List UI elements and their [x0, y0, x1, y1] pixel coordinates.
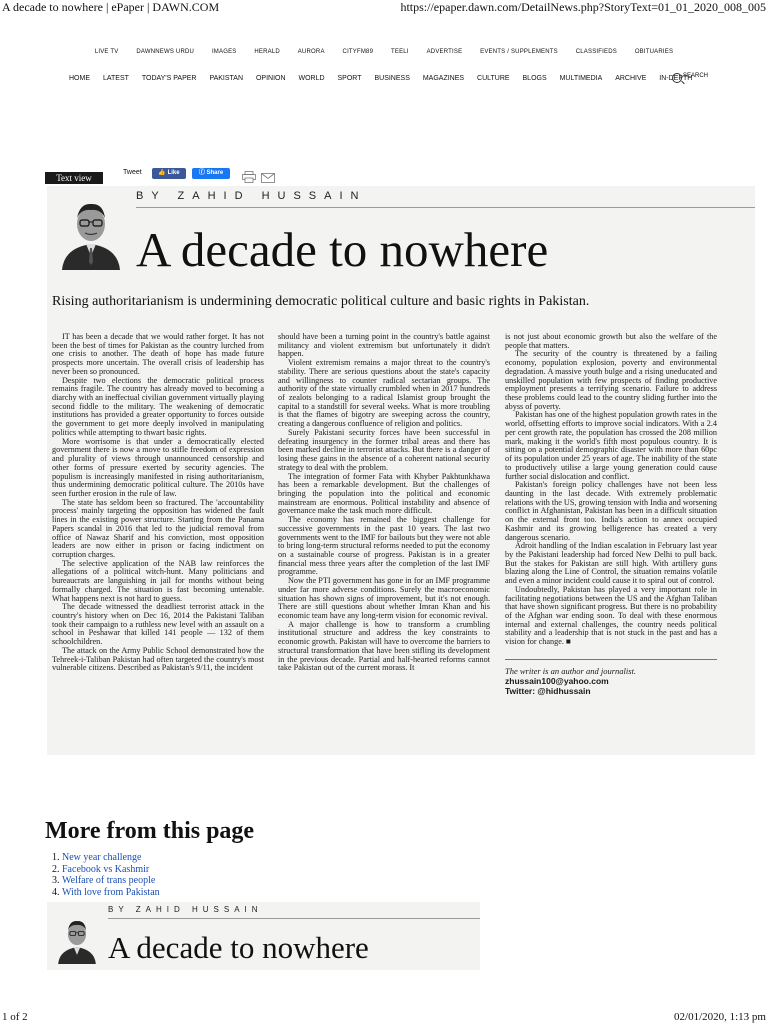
email-icon[interactable] — [261, 171, 275, 183]
thumbs-up-icon: 👍 — [158, 170, 166, 176]
main-nav-item[interactable]: ARCHIVE — [615, 75, 647, 82]
top-nav-item[interactable]: TEELI — [391, 49, 409, 55]
print-page-title: A decade to nowhere | ePaper | DAWN.COM — [2, 0, 220, 14]
related-link[interactable]: Welfare of trans people — [62, 875, 156, 886]
top-nav-item[interactable]: EVENTS / SUPPLEMENTS — [480, 49, 558, 55]
paragraph: Pakistan's foreign policy challenges have not been less daunting in the last decade. With extremely problematic relations with the US, growing tension with India and worsening conflict in Afghanistan, Pakistan has been in a difficult situation on the external front too. India's action to annex occupied Kashmir and its growing belligerence has created a very dangerous scenario. — [505, 480, 717, 542]
print-url: https://epaper.dawn.com/DetailNews.php?StoryText=01_01_2020_008_005 — [400, 0, 766, 14]
article-column-2 — [278, 333, 490, 673]
top-nav-item[interactable]: CITYFM89 — [342, 49, 374, 55]
paragraph: Despite two elections the democratic political process remains fragile. The country has already moved to becoming a diarchy with an ineffectual civilian government virtually playing second fiddle to the military. The weakening of democratic institutions has provided a greater opportunity to forces outside the government to get more deeply involved in manipulating politics while attempting to thwart basic rights. — [52, 375, 264, 437]
main-nav-items — [69, 75, 703, 82]
article-subhead: Rising authoritarianism is undermining democratic political culture and basic rights in Pakistan. — [52, 294, 590, 309]
paragraph: The selective application of the NAB law reinforces the allegations of a political witch-hunt. Many politicians and bureaucrats are languishing in jail for months without being formally charged. The situation is fast becoming untenable. What happens next is not hard to guess. — [52, 558, 264, 603]
main-nav-item[interactable]: IN-DEPTH — [659, 75, 693, 82]
main-nav-item[interactable]: BLOGS — [522, 75, 547, 82]
list-item — [62, 887, 160, 899]
thumbnail-author-portrait — [54, 912, 100, 964]
facebook-share-button[interactable] — [192, 168, 230, 179]
text-view-button[interactable]: Text view — [45, 172, 103, 184]
search-icon[interactable] — [672, 73, 682, 83]
top-nav-item[interactable]: IMAGES — [211, 49, 237, 55]
share-label: Share — [206, 170, 224, 176]
main-nav-item[interactable]: PAKISTAN — [209, 75, 244, 82]
print-datetime: 02/01/2020, 1:13 pm — [674, 1011, 766, 1023]
main-nav-item[interactable]: TODAY'S PAPER — [141, 75, 197, 82]
paragraph: A major challenge is how to transform a crumbling institutional structure and address the key constraints to economic growth. Pakistan will have to overcome the barriers to structural transformation that have been stifling its development in the previous decade. Partial and half-hearted reforms cannot take Pakistan out of the current morass. It — [278, 619, 490, 673]
paragraph: Now the PTI government has gone in for an IMF programme under far more adverse conditions. Surely the macroeconomic situation has shown signs of improvement, but it's not enough. There are still questions about whether Imran Khan and his economic team have any long-term vision for economic revival. — [278, 576, 490, 620]
author-email: zhussain100@yahoo.com — [505, 675, 609, 686]
article-headline: A decade to nowhere — [136, 222, 549, 277]
list-item — [62, 864, 160, 876]
list-item — [62, 852, 160, 864]
tweet-button[interactable]: Tweet — [123, 169, 142, 176]
paragraph: The decade witnessed the deadliest terrorist attack in the country's history when on Dec 16, 2014 the Pakistani Taliban took their campaign to a ruthless new level with an assault on a school in Peshawar that killed 141 people — 132 of them schoolchildren. — [52, 602, 264, 647]
paragraph: Adroit handling of the Indian escalation in February last year by the Pakistani leadership had forced New Delhi to pull back. But the stakes for Pakistan are still high. With artillery guns blazing along the Line of Control, the situation remains volatile and even a minor incident could cause it to spiral out of control. — [505, 541, 717, 586]
paragraph: Surely Pakistani security forces have been successful in defeating insurgency in the former tribal areas and there has been marked decline in terrorist attacks. But there is a danger of losing these gains in the absence of a coherent national security strategy to deal with the problem. — [278, 427, 490, 472]
related-link[interactable]: New year challenge — [62, 852, 142, 863]
more-from-page-list — [45, 852, 160, 898]
paragraph: The attack on the Army Public School demonstrated how the Tehreek-i-Taliban Pakistan had often targeted the country's most vulnerable citizens. Described as Pakistan's 9/11, the incident — [52, 645, 264, 673]
thumbnail-byline: BY ZAHID HUSSAIN — [108, 905, 263, 914]
article-column-3 — [505, 333, 717, 696]
print-header — [0, 0, 768, 14]
top-nav-item[interactable]: CLASSIFIEDS — [575, 49, 617, 55]
main-nav-item[interactable]: WORLD — [298, 75, 325, 82]
paragraph: IT has been a decade that we would rather forget. It has not been the best of times for Pakistan as the country lurched from one crisis to another. The death of hope has made future prospects more uncertain. The overall crisis of leadership has never been so pronounced. — [52, 332, 264, 376]
related-link[interactable]: With love from Pakistan — [62, 886, 160, 898]
thumbnail-headline: A decade to nowhere — [108, 930, 369, 965]
top-nav-item[interactable]: AURORA — [297, 49, 325, 55]
top-nav-item[interactable]: DAWNNEWS URDU — [136, 49, 195, 55]
top-nav-item[interactable]: HERALD — [254, 49, 280, 55]
like-label: Like — [167, 170, 180, 176]
main-nav-item[interactable]: MULTIMEDIA — [559, 75, 603, 82]
main-nav-item[interactable]: MAGAZINES — [422, 75, 465, 82]
more-from-page-title: More from this page — [45, 818, 255, 844]
facebook-like-button[interactable] — [152, 168, 186, 179]
paragraph: is not just about economic growth but also the welfare of the people that matters. — [505, 332, 717, 350]
paragraph: The state has seldom been so fractured. The 'accountability process' mainly targeting the opposition has widened the fault lines in the existing power structure. Starting from the Panama Papers scandal in 2016 that led to the judicial removal from office of Nawaz Sharif and his conviction, most opposition leaders are now either in prison or facing indictment on corruption charges. — [52, 497, 264, 559]
paragraph: Pakistan has one of the highest population growth rates in the world, offsetting efforts to improve social indicators. With a 2.4 per cent growth rate, the population has crossed the 208 million mark, making it the world's fifth most populous country. It is sitting on a potential demographic disaster with more than 60pc of its population under 25 years of age. The inability of the state to productively utilise a large young generation could cause further social dislocation and conflict. — [505, 410, 717, 481]
author-note-rule — [505, 659, 717, 660]
paragraph: Undoubtedly, Pakistan has played a very important role in facilitating negotiations between the US and the Afghan Taliban that have shown significant progress. But there is no probability of the Afghan war ending soon. To deal with these enormous internal and external challenges, the country needs political stability and a leadership that is not stuck in the past and has a vision for change. ■ — [505, 584, 717, 647]
print-page-count: 1 of 2 — [2, 1011, 28, 1023]
main-nav-item[interactable]: SPORT — [337, 75, 362, 82]
top-nav-item[interactable]: OBITUARIES — [634, 49, 674, 55]
paragraph: should have been a turning point in the country's battle against militancy and violent extremism but unfortunately it didn't happen. — [278, 332, 490, 359]
paragraph: The integration of former Fata with Khyber Pakhtunkhawa has been a remarkable development. But the challenges of bringing the population into the political and economic mainstream are enormous. Political instability and absence of governance make the task much more difficult. — [278, 471, 490, 516]
author-portrait — [56, 190, 126, 270]
author-note: The writer is an author and journalist. — [505, 665, 637, 676]
main-nav-item[interactable]: BUSINESS — [374, 75, 410, 82]
thumbnail-rule — [108, 918, 480, 919]
main-nav-item[interactable]: OPINION — [255, 75, 286, 82]
print-icon[interactable] — [242, 171, 256, 183]
paragraph: The security of the country is threatened by a failing economy, population explosion, poverty and environmental degradation. A massive youth bulge and a rising uneducated and unskilled population with few prospects of finding productive employment presents a terrifying scenario. Failure to address these problems could lead to the country sliding further into the abyss of poverty. — [505, 349, 717, 411]
top-nav — [0, 49, 768, 55]
paragraph: More worrisome is that under a democratically elected government there is now a move to stifle freedom of expression and plurality of views through unannounced censorship and other forms of pressure exerted by security agencies. The populism is increasingly manifested in rising authoritarianism, thus undermining democratic political culture. The 2010s have seen further erosion in the rule of law. — [52, 436, 264, 498]
main-nav-item[interactable]: LATEST — [102, 75, 129, 82]
main-nav-item[interactable]: CULTURE — [477, 75, 510, 82]
top-nav-item[interactable]: ADVERTISE — [426, 49, 463, 55]
list-item — [62, 875, 160, 887]
paragraph: Violent extremism remains a major threat to the country's stability. There are serious questions about the state's capacity and willingness to counter radical sectarian groups. The authority of the state virtually crumbled when in 2017 hundreds of zealots belonging to a radical Islamist group brought the capital to a standstill for several weeks. What is more troubling is that the flames of bigotry are sweeping across the country, creating a dangerous confluence of religion and politics. — [278, 358, 490, 429]
facebook-icon: ⓕ — [198, 170, 205, 176]
search-label[interactable]: SEARCH — [683, 73, 709, 79]
paragraph: The economy has remained the biggest challenge for successive governments in the past 10 years. The last two governments went to the IMF for bailouts but they were not able to bring long-term structural reforms needed to put the economy on a sustainable course of progress. Pakistan is in a greater financial mess three years after the completion of the last IMF programme. — [278, 515, 490, 577]
article-byline: BY ZAHID HUSSAIN — [136, 190, 367, 202]
main-nav-item[interactable]: HOME — [69, 75, 90, 82]
article-column-1 — [52, 333, 264, 673]
top-nav-item[interactable]: LIVE TV — [94, 49, 119, 55]
byline-rule — [136, 207, 755, 208]
related-link[interactable]: Facebook vs Kashmir — [62, 863, 150, 875]
author-twitter: Twitter: @hidhussain — [505, 685, 591, 696]
